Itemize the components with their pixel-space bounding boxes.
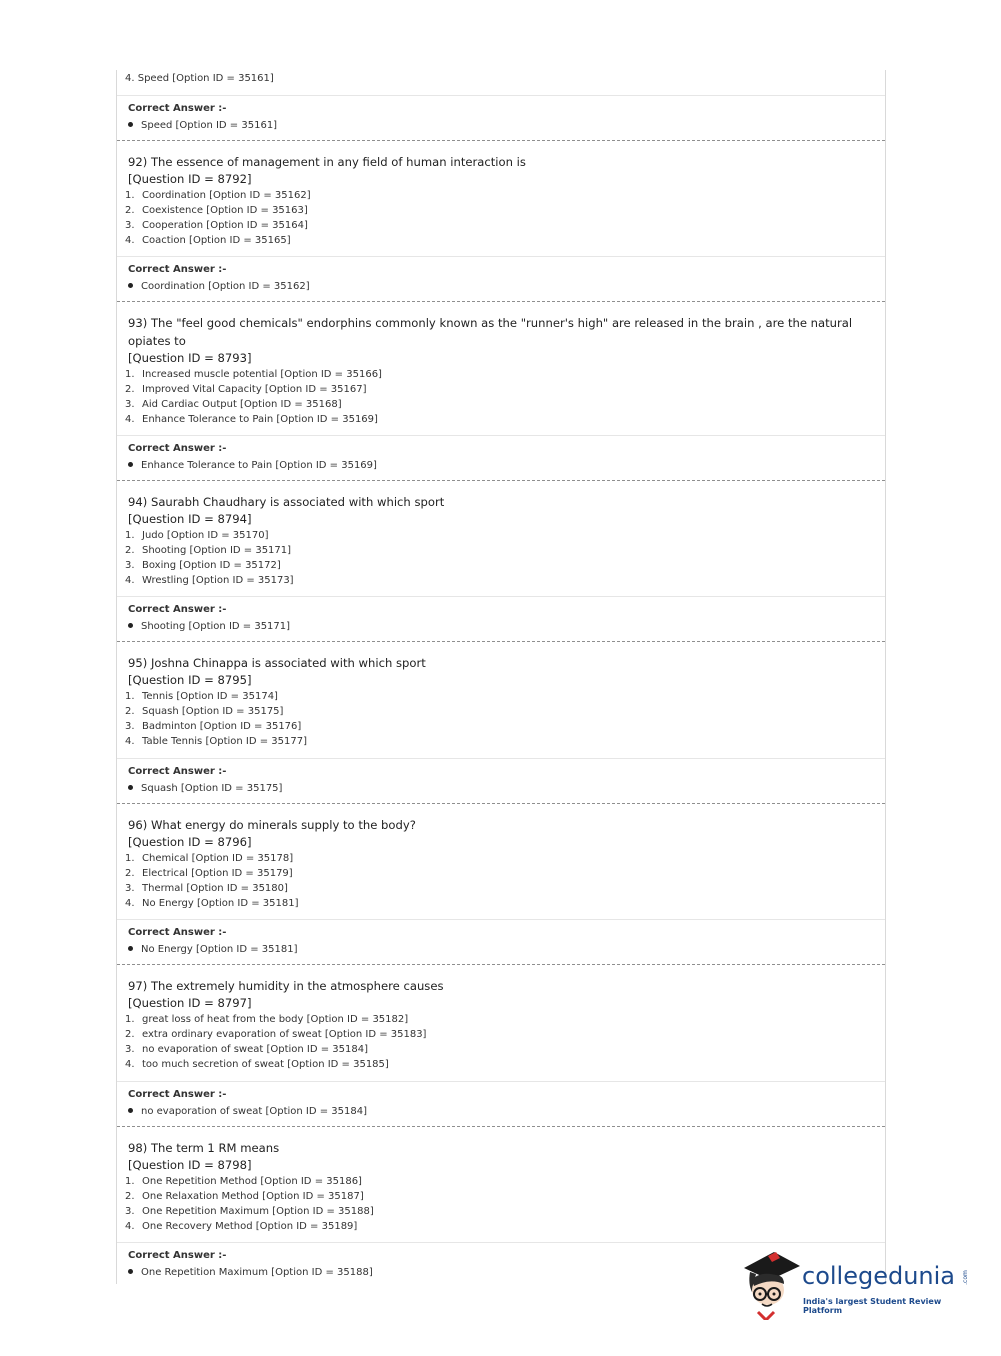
option-item: 4. Enhance Tolerance to Pain [Option ID = 35169] <box>125 414 378 425</box>
option-item: 4. Wrestling [Option ID = 35173] <box>125 575 294 586</box>
correct-answer <box>128 621 290 632</box>
answer-section <box>117 95 885 139</box>
correct-answer <box>128 460 377 471</box>
option-text: Wrestling [Option ID = 35173] <box>142 575 294 586</box>
option-item: 4. Table Tennis [Option ID = 35177] <box>125 736 307 747</box>
question-text: 96) What energy do minerals supply to the body? <box>128 818 416 832</box>
option-text: Table Tennis [Option ID = 35177] <box>142 736 307 747</box>
option-item <box>125 73 274 84</box>
option-text: One Repetition Method [Option ID = 35186] <box>142 1176 362 1187</box>
option-text: Tennis [Option ID = 35174] <box>142 691 278 702</box>
logo-wordmark: collegedunia <box>802 1262 956 1290</box>
option-text: Chemical [Option ID = 35178] <box>142 853 294 864</box>
option-text: Cooperation [Option ID = 35164] <box>142 220 308 231</box>
option-item: 2. One Relaxation Method [Option ID = 35187] <box>125 1191 364 1202</box>
option-text: Coaction [Option ID = 35165] <box>142 235 291 246</box>
correct-answer-text: Squash [Option ID = 35175] <box>141 783 283 794</box>
option-item: 2. Electrical [Option ID = 35179] <box>125 868 293 879</box>
bullet-icon <box>128 1108 133 1113</box>
option-item: 1. Tennis [Option ID = 35174] <box>125 691 278 702</box>
option-text: too much secretion of sweat [Option ID = 35185] <box>142 1059 389 1070</box>
question-block <box>117 1126 885 1242</box>
correct-answer <box>128 944 298 955</box>
option-text: Shooting [Option ID = 35171] <box>142 545 292 556</box>
question-text: 97) The extremely humidity in the atmosphere causes <box>128 979 444 993</box>
question-text: 98) The term 1 RM means <box>128 1141 280 1155</box>
correct-answer-label: Correct Answer :- <box>128 1250 227 1261</box>
option-item: 2. Coexistence [Option ID = 35163] <box>125 205 308 216</box>
question-block <box>117 964 885 1081</box>
correct-answer-text: Coordination [Option ID = 35162] <box>141 281 310 292</box>
question-block <box>117 641 885 758</box>
option-item: 3. One Repetition Maximum [Option ID = 35188] <box>125 1206 374 1217</box>
option-text: No Energy [Option ID = 35181] <box>142 898 299 909</box>
logo-suffix: .com <box>961 1270 969 1285</box>
option-item: 3. Boxing [Option ID = 35172] <box>125 560 281 571</box>
correct-answer-label: Correct Answer :- <box>128 264 227 275</box>
bullet-icon <box>128 623 133 628</box>
correct-answer-label: Correct Answer :- <box>128 766 227 777</box>
option-text: Enhance Tolerance to Pain [Option ID = 35169] <box>142 414 378 425</box>
bullet-icon <box>128 1269 133 1274</box>
question-block <box>117 480 885 596</box>
question-text: 95) Joshna Chinappa is associated with which sport <box>128 656 426 670</box>
bullet-icon <box>128 785 133 790</box>
option-item: 2. Squash [Option ID = 35175] <box>125 706 284 717</box>
option-item: 1. Judo [Option ID = 35170] <box>125 530 269 541</box>
correct-answer-label: Correct Answer :- <box>128 927 227 938</box>
option-item: 3. no evaporation of sweat [Option ID = 35184] <box>125 1044 369 1055</box>
answer-section <box>117 435 885 480</box>
option-text: Increased muscle potential [Option ID = 35166] <box>142 369 382 380</box>
correct-answer-text: One Repetition Maximum [Option ID = 35188] <box>141 1267 373 1278</box>
correct-answer <box>128 120 277 131</box>
correct-answer <box>128 1267 373 1278</box>
correct-answer-label: Correct Answer :- <box>128 103 227 114</box>
option-text: Judo [Option ID = 35170] <box>142 530 269 541</box>
question-id: [Question ID = 8796] <box>128 835 252 849</box>
bullet-icon <box>128 283 133 288</box>
option-text: Boxing [Option ID = 35172] <box>142 560 281 571</box>
correct-answer <box>128 1106 367 1117</box>
correct-answer <box>128 783 282 794</box>
option-text: extra ordinary evaporation of sweat [Option ID = 35183] <box>142 1029 427 1040</box>
option-item: 4. too much secretion of sweat [Option ID = 35185] <box>125 1059 389 1070</box>
correct-answer-label: Correct Answer :- <box>128 1089 227 1100</box>
option-item: 4. Coaction [Option ID = 35165] <box>125 235 291 246</box>
option-item: 1. Increased muscle potential [Option ID = 35166] <box>125 369 382 380</box>
mascot-icon <box>740 1248 802 1320</box>
option-item: 3. Badminton [Option ID = 35176] <box>125 721 302 732</box>
option-text: Improved Vital Capacity [Option ID = 35167] <box>142 384 367 395</box>
option-text: Squash [Option ID = 35175] <box>142 706 284 717</box>
option-text: great loss of heat from the body [Option ID = 35182] <box>142 1014 409 1025</box>
option-text: Badminton [Option ID = 35176] <box>142 721 302 732</box>
option-text: Coordination [Option ID = 35162] <box>142 190 311 201</box>
option-item: 4. One Recovery Method [Option ID = 35189] <box>125 1221 358 1232</box>
question-block <box>117 803 885 919</box>
option-item: 4. No Energy [Option ID = 35181] <box>125 898 299 909</box>
correct-answer-label: Correct Answer :- <box>128 443 227 454</box>
option-item: 1. great loss of heat from the body [Option ID = 35182] <box>125 1014 409 1025</box>
correct-answer-text: Enhance Tolerance to Pain [Option ID = 35169] <box>141 460 377 471</box>
option-item: 2. extra ordinary evaporation of sweat [Option ID = 35183] <box>125 1029 427 1040</box>
question-id: [Question ID = 8797] <box>128 996 252 1010</box>
bullet-icon <box>128 946 133 951</box>
question-id: [Question ID = 8794] <box>128 512 252 526</box>
answer-section <box>117 758 885 803</box>
answer-section <box>117 256 885 301</box>
correct-answer-text: Shooting [Option ID = 35171] <box>141 621 291 632</box>
option-text: Thermal [Option ID = 35180] <box>142 883 288 894</box>
bullet-icon <box>128 462 133 467</box>
option-text: 4. Speed [Option ID = 35161] <box>125 73 274 84</box>
option-item: 1. Chemical [Option ID = 35178] <box>125 853 294 864</box>
answer-section <box>117 596 885 641</box>
option-item: 3. Thermal [Option ID = 35180] <box>125 883 288 894</box>
bullet-icon <box>128 122 133 127</box>
question-id: [Question ID = 8792] <box>128 172 252 186</box>
correct-answer-text: no evaporation of sweat [Option ID = 35184] <box>141 1106 368 1117</box>
question-text: 92) The essence of management in any field of human interaction is <box>128 155 526 169</box>
answer-section <box>117 1081 885 1126</box>
option-item: 1. Coordination [Option ID = 35162] <box>125 190 311 201</box>
question-paper-page <box>116 70 886 1284</box>
option-text: Coexistence [Option ID = 35163] <box>142 205 308 216</box>
question-text: 93) The "feel good chemicals" endorphins commonly known as the "runner's high" are released in the brain , are the natural opiates to <box>128 316 853 348</box>
option-item: 3. Cooperation [Option ID = 35164] <box>125 220 308 231</box>
logo-tagline: India's largest Student Review Platform <box>803 1297 942 1315</box>
question-id: [Question ID = 8795] <box>128 673 252 687</box>
correct-answer-text: Speed [Option ID = 35161] <box>141 120 278 131</box>
question-id: [Question ID = 8798] <box>128 1158 252 1172</box>
correct-answer-text: No Energy [Option ID = 35181] <box>141 944 298 955</box>
correct-answer <box>128 281 310 292</box>
option-item: 1. One Repetition Method [Option ID = 35186] <box>125 1176 362 1187</box>
option-text: One Repetition Maximum [Option ID = 35188] <box>142 1206 374 1217</box>
option-text: One Relaxation Method [Option ID = 35187] <box>142 1191 364 1202</box>
option-item: 3. Aid Cardiac Output [Option ID = 35168] <box>125 399 342 410</box>
correct-answer-label: Correct Answer :- <box>128 604 227 615</box>
option-item: 2. Improved Vital Capacity [Option ID = 35167] <box>125 384 367 395</box>
question-id: [Question ID = 8793] <box>128 351 252 365</box>
question-block <box>117 140 885 256</box>
option-text: Aid Cardiac Output [Option ID = 35168] <box>142 399 342 410</box>
option-text: Electrical [Option ID = 35179] <box>142 868 293 879</box>
option-text: no evaporation of sweat [Option ID = 35184] <box>142 1044 369 1055</box>
option-item: 2. Shooting [Option ID = 35171] <box>125 545 292 556</box>
question-block <box>117 301 885 435</box>
option-text: One Recovery Method [Option ID = 35189] <box>142 1221 358 1232</box>
question-text: 94) Saurabh Chaudhary is associated with which sport <box>128 495 445 509</box>
collegedunia-logo[interactable] <box>740 1248 970 1320</box>
answer-section <box>117 919 885 964</box>
